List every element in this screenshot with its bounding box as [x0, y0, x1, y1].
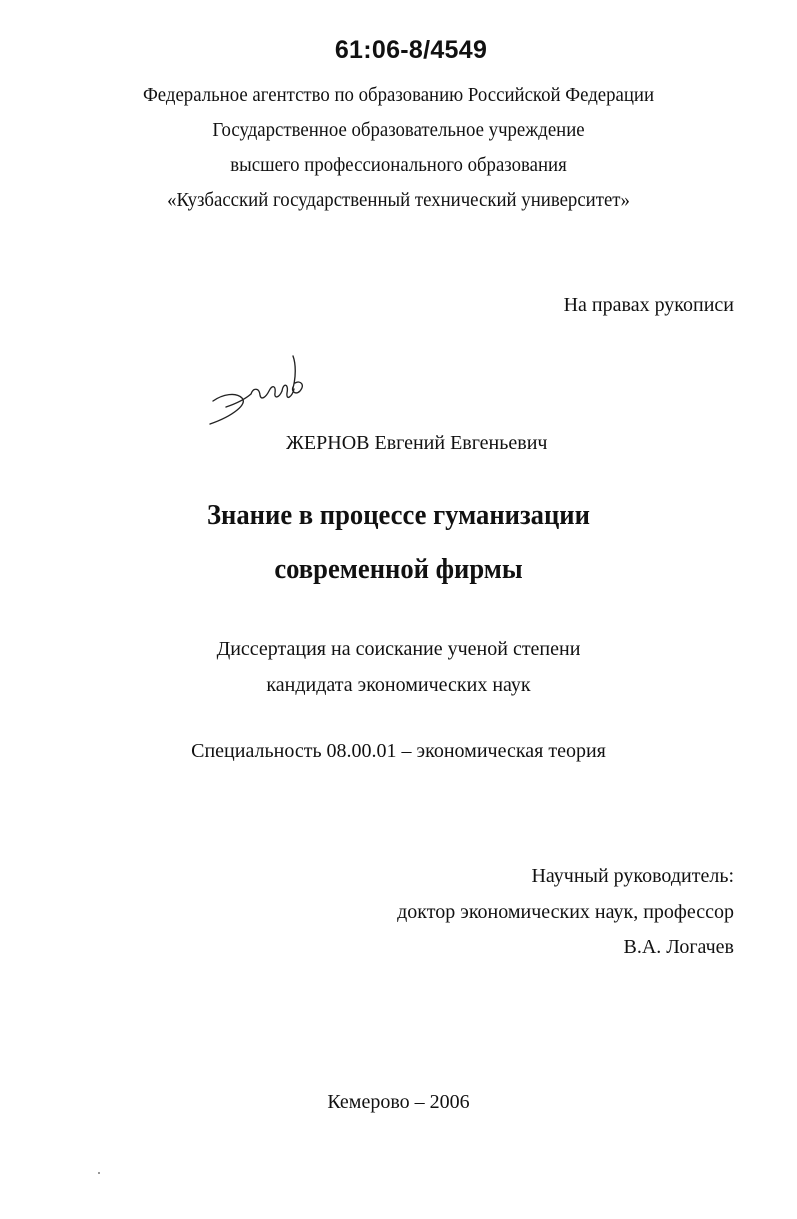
supervisor-degree: доктор экономических наук, профессор	[397, 901, 734, 923]
place-year: Кемерово – 2006	[327, 1091, 470, 1113]
dissertation-title-line-1: Знание в процессе гуманизации	[207, 500, 590, 531]
dissertation-title-line-2: современной фирмы	[274, 554, 523, 585]
author-name: ЖЕРНОВ Евгений Евгеньевич	[286, 432, 548, 454]
organization-line-3: высшего профессионального образования	[230, 154, 567, 176]
degree-line-1: Диссертация на соискание ученой степени	[216, 638, 581, 660]
archive-code: 61:06-8/4549	[334, 36, 488, 64]
organization-line-4: «Кузбасский государственный технический университет»	[167, 189, 630, 211]
scan-speck	[98, 1172, 100, 1174]
manuscript-rights: На правах рукописи	[563, 294, 734, 316]
specialty: Специальность 08.00.01 – экономическая теория	[191, 740, 606, 762]
organization-line-1: Федеральное агентство по образованию Российской Федерации	[142, 84, 655, 106]
degree-line-2: кандидата экономических наук	[266, 674, 531, 696]
supervisor-name: В.А. Логачев	[623, 936, 734, 958]
organization-line-2: Государственное образовательное учреждение	[212, 119, 585, 141]
supervisor-label: Научный руководитель:	[531, 865, 734, 887]
author-signature	[205, 352, 315, 434]
